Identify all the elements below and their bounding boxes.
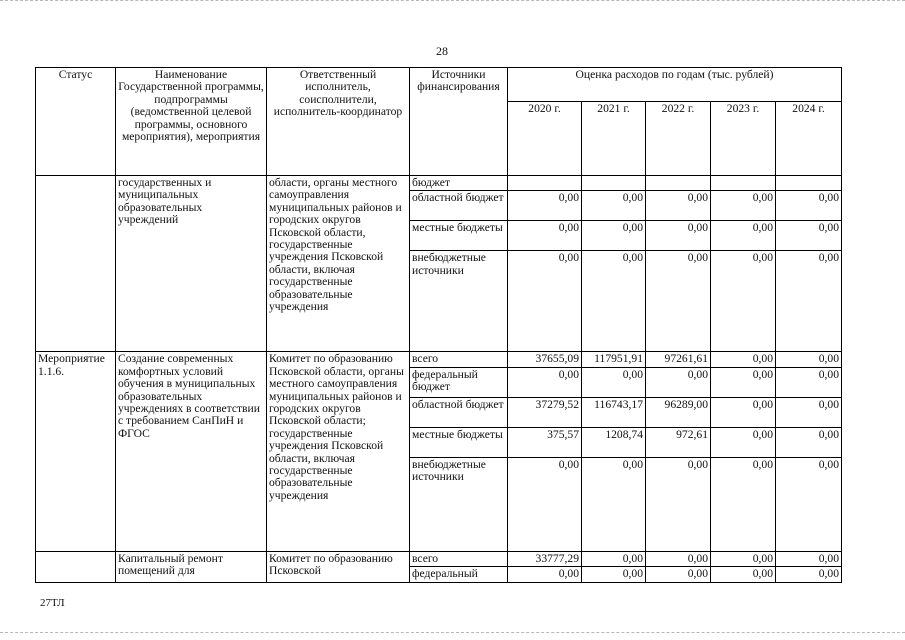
- amount-cell: 0,00: [776, 367, 842, 397]
- amount-cell: 0,00: [508, 221, 582, 251]
- amount-cell: [711, 176, 776, 191]
- source-cell: федеральный бюджет: [410, 367, 508, 397]
- scan-bottom-edge: [0, 632, 905, 637]
- source-cell: областной бюджет: [410, 397, 508, 427]
- amount-cell: 0,00: [582, 457, 646, 551]
- header-year: 2022 г.: [646, 102, 711, 176]
- executor-cell: области, органы местного самоуправления муниципальных районов и городских округов Псковской области, государственные учреждения Псковской области, включая государственные образовательные учреждения: [267, 176, 410, 352]
- page-number: 28: [436, 44, 448, 58]
- amount-cell: 0,00: [508, 191, 582, 221]
- amount-cell: 0,00: [711, 352, 776, 367]
- amount-cell: 0,00: [582, 221, 646, 251]
- amount-cell: 0,00: [646, 567, 711, 582]
- amount-cell: 116743,17: [582, 397, 646, 427]
- amount-cell: 0,00: [776, 457, 842, 551]
- amount-cell: 0,00: [776, 352, 842, 367]
- source-cell: всего: [410, 352, 508, 367]
- status-cell: [36, 176, 116, 352]
- amount-cell: 117951,91: [582, 352, 646, 367]
- amount-cell: 0,00: [646, 367, 711, 397]
- header-year: 2024 г.: [776, 102, 842, 176]
- amount-cell: 0,00: [711, 191, 776, 221]
- amount-cell: 375,57: [508, 427, 582, 457]
- executor-cell: Комитет по образованию Псковской области, органы местного самоуправления муниципальных районов и городских округов Псковской области; государственные учреждения Псковской области, включая государственные образовательные учреждения: [267, 352, 410, 551]
- amount-cell: 0,00: [711, 567, 776, 582]
- amount-cell: 0,00: [508, 567, 582, 582]
- source-cell: местные бюджеты: [410, 221, 508, 251]
- header-estimate: Оценка расходов по годам (тыс. рублей): [508, 68, 842, 102]
- amount-cell: 0,00: [776, 397, 842, 427]
- table-row: [36, 551, 842, 566]
- amount-cell: [776, 176, 842, 191]
- executor-cell: Комитет по образованию Псковской: [267, 551, 410, 582]
- amount-cell: 37279,52: [508, 397, 582, 427]
- header-year: 2021 г.: [582, 102, 646, 176]
- amount-cell: 0,00: [646, 191, 711, 221]
- amount-cell: 0,00: [711, 251, 776, 352]
- status-cell: [36, 551, 116, 582]
- amount-cell: 0,00: [582, 251, 646, 352]
- header-row-1: [36, 68, 842, 102]
- source-cell: бюджет: [410, 176, 508, 191]
- amount-cell: 0,00: [776, 427, 842, 457]
- amount-cell: 0,00: [711, 427, 776, 457]
- header-name: Наименование Государственной программы, подпрограммы (ведомственной целевой программы, основного мероприятия), мероприятия: [116, 68, 267, 176]
- budget-table: [35, 67, 842, 583]
- amount-cell: [508, 176, 582, 191]
- table-row: [36, 352, 842, 367]
- header-year: 2020 г.: [508, 102, 582, 176]
- amount-cell: 0,00: [582, 367, 646, 397]
- amount-cell: 0,00: [776, 191, 842, 221]
- table-row: [36, 176, 842, 191]
- source-cell: всего: [410, 551, 508, 566]
- amount-cell: 0,00: [711, 457, 776, 551]
- document-code: 27ТЛ: [40, 597, 65, 609]
- amount-cell: 0,00: [646, 251, 711, 352]
- name-cell: Создание современных комфортных условий обучения в муниципальных образовательных учреждениях в соответствии с требованием СанПиН и ФГОС: [116, 352, 267, 551]
- amount-cell: [582, 176, 646, 191]
- amount-cell: 0,00: [711, 397, 776, 427]
- header-sources: Источники финансирования: [410, 68, 508, 176]
- amount-cell: 0,00: [776, 551, 842, 566]
- header-status: Статус: [36, 68, 116, 176]
- status-cell: Мероприятие 1.1.6.: [36, 352, 116, 551]
- amount-cell: 0,00: [711, 221, 776, 251]
- amount-cell: 0,00: [776, 251, 842, 352]
- amount-cell: 97261,61: [646, 352, 711, 367]
- source-cell: внебюджетные источники: [410, 457, 508, 551]
- amount-cell: 0,00: [646, 457, 711, 551]
- scan-top-edge: [0, 0, 905, 5]
- amount-cell: 0,00: [646, 551, 711, 566]
- source-cell: областной бюджет: [410, 191, 508, 221]
- source-cell: местные бюджеты: [410, 427, 508, 457]
- amount-cell: 0,00: [776, 221, 842, 251]
- amount-cell: [646, 176, 711, 191]
- amount-cell: 33777,29: [508, 551, 582, 566]
- amount-cell: 0,00: [776, 567, 842, 582]
- amount-cell: 972,61: [646, 427, 711, 457]
- amount-cell: 0,00: [711, 551, 776, 566]
- amount-cell: 0,00: [582, 191, 646, 221]
- amount-cell: 37655,09: [508, 352, 582, 367]
- amount-cell: 1208,74: [582, 427, 646, 457]
- amount-cell: 0,00: [582, 551, 646, 566]
- amount-cell: 0,00: [508, 367, 582, 397]
- amount-cell: 0,00: [508, 251, 582, 352]
- name-cell: государственных и муниципальных образовательных учреждений: [116, 176, 267, 352]
- amount-cell: 96289,00: [646, 397, 711, 427]
- source-cell: внебюджетные источники: [410, 251, 508, 352]
- name-cell: Капитальный ремонт помещений для: [116, 551, 267, 582]
- header-executor: Ответственный исполнитель, соисполнители, исполнитель-координатор: [267, 68, 410, 176]
- source-cell: федеральный: [410, 567, 508, 582]
- amount-cell: 0,00: [711, 367, 776, 397]
- amount-cell: 0,00: [508, 457, 582, 551]
- amount-cell: 0,00: [582, 567, 646, 582]
- amount-cell: 0,00: [646, 221, 711, 251]
- header-year: 2023 г.: [711, 102, 776, 176]
